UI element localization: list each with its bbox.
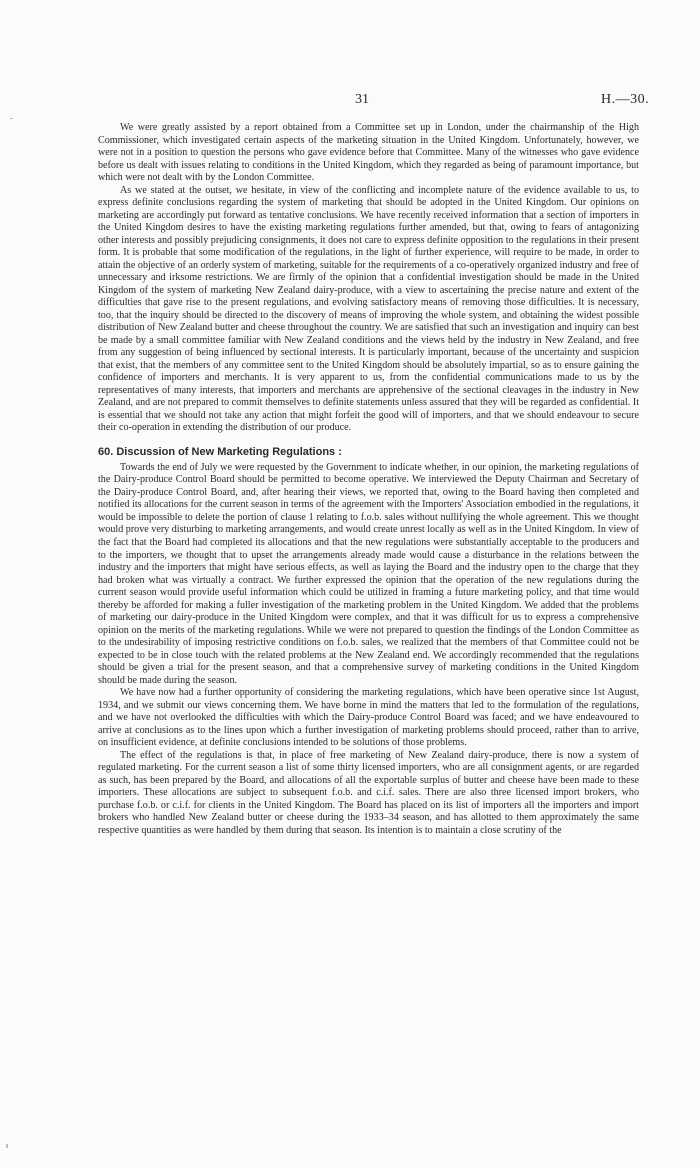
paragraph: As we stated at the outset, we hesitate, in view of the conflicting and incomplete nature of the evidence available to us, to express definite conclusions regarding the system of marketing that should be adopted in the United Kingdom. Our opinions on marketing are accordingly put forward as tentative conclusions. We have recently received information that a section of importers in the United Kingdom desires to have the existing marketing regulations further amended, but that, owing to fears of antagonizing other interests and possibly prejudicing consignments, it does not care to express definite opposition to the regulations in their present form. It is probable that some modification of the regulations, in the light of further experience, will require to be made, in order to attain the objective of an orderly system of marketing, suitable for the requirements of a co-operatively organized industry and free of unnecessary and irksome restrictions. We are firmly of the opinion that a confidential investigation should be made in the United Kingdom of the system of marketing New Zealand dairy-produce, with a view to ascertaining the precise nature and extent of the difficulties that gave rise to the present regulations, and evolving satisfactory means of removing those difficulties. It is necessary, too, that the inquiry should be directed to the discovery of means of improving the whole system, and obtaining the widest possible distribution of New Zealand butter and cheese throughout the country. We are satisfied that such an investigation and inquiry can best be made by a small committee familiar with New Zealand conditions and the views held by the industry in New Zealand, and free from any suggestion of being influenced by sectional interests. It is particularly important, because of the uncertainty and suspicion that exist, that the members of any committee sent to the United Kingdom should be absolutely impartial, so as to ensure gaining the confidence of importers and merchants. It is very apparent to us, from the confidential communications made to us by the representatives of many interests, that importers and merchants are apprehensive of the sectional cleavages in the industry in New Zealand, and are not prepared to commit themselves to definite statements unless assured that they will be regarded as confidential. It is essential that we should not take any action that might forfeit the good will of importers, and that we should endeavour to secure their co-operation in extending the distribution of our produce. [98, 184, 639, 434]
body-text [98, 122, 639, 837]
page-number: 31 [355, 92, 369, 107]
margin-mark [6, 1144, 8, 1148]
page-header [0, 92, 700, 112]
document-reference: H.—30. [601, 92, 650, 107]
paragraph: We have now had a further opportunity of considering the marketing regulations, which have been operative since 1st August, 1934, and we submit our views concerning them. We have borne in mind the matters that led to the formulation of the regulations, and we have not overlooked the difficulties with which the Dairy-produce Control Board was faced; and we have endeavoured to arrive at conclusions as to the lines upon which a further investigation of marketing problems should proceed, rather than to arrive, on insufficient evidence, at definite conclusions intended to be solutions of those problems. [98, 687, 639, 749]
paragraph: We were greatly assisted by a report obtained from a Committee set up in London, under the chairmanship of the High Commissioner, which investigated certain aspects of the marketing situation in the United Kingdom. Unfortunately, however, we were not in a position to question the persons who gave evidence before that Committee. Many of the witnesses who gave evidence before us dealt with issues relating to conditions in the United Kingdom, which they regarded as being of paramount importance, but which were not dealt with by the London Committee. [98, 122, 639, 184]
paragraph: The effect of the regulations is that, in place of free marketing of New Zealand dairy-produce, there is now a system of regulated marketing. For the current season a list of some thirty licensed importers, who are all consignment agents, or are regarded as such, has been prepared by the Board, and allocations of all the exportable surplus of butter and cheese have been made to these importers. These allocations are subject to subsequent f.o.b. and c.i.f. sales. There are also three licensed import brokers, who purchase f.o.b. or c.i.f. for clients in the United Kingdom. The Board has placed on its list of importers all the importers and import brokers who handled New Zealand butter or cheese during the 1933–34 season, and has allotted to them approximately the same respective quantities as were handled by them during that season. Its intention is to maintain a close scrutiny of the [98, 749, 639, 836]
margin-mark [10, 118, 13, 119]
paragraph: Towards the end of July we were requested by the Government to indicate whether, in our opinion, the marketing regulations of the Dairy-produce Control Board should be permitted to become operative. We interviewed the Deputy Chairman and Secretary of the Dairy-produce Control Board, and, after hearing their views, we reported that, owing to the Board having then completed and notified its allocations for the current season in terms of the agreement with the Importers' Association embodied in the regulations, it would be impossible to delete the portion of clause 1 relating to f.o.b. sales without nullifying the whole agreement. This we thought would prove very disturbing to marketing arrangements, and would create unrest locally as well as in the United Kingdom. In view of the fact that the Board had completed its allocations and that the new regulations were substantially acceptable to the producers and to the importers, we thought that to upset the arrangements already made would cause a disturbance in the relations between the industry and the importers that might have serious effects, as well as laying the Board and the industry open to the charge that they had broken what was virtually a contract. We further expressed the opinion that the operation of the new regulations during the current season would provide useful information which could be utilized in framing a future marketing policy, and that time would thereby be afforded for making a fuller investigation of the marketing problem in the United Kingdom. We added that the problems of marketing our dairy-produce in the United Kingdom were complex, and that it was difficult for us to express a comprehensive opinion on the merits of the marketing regulations. While we were not prepared to question the findings of the London Committee as to the undesirability of imposing restrictive conditions on f.o.b. sales, we realized that the members of that Committee could not be expected to be in close touch with the related problems at the New Zealand end. We accordingly recommended that the regulations should be given a trial for the present season, and that a comprehensive survey of marketing conditions in the United Kingdom should be made during the season. [98, 461, 639, 686]
section-heading: 60. Discussion of New Marketing Regulations : [98, 445, 342, 458]
